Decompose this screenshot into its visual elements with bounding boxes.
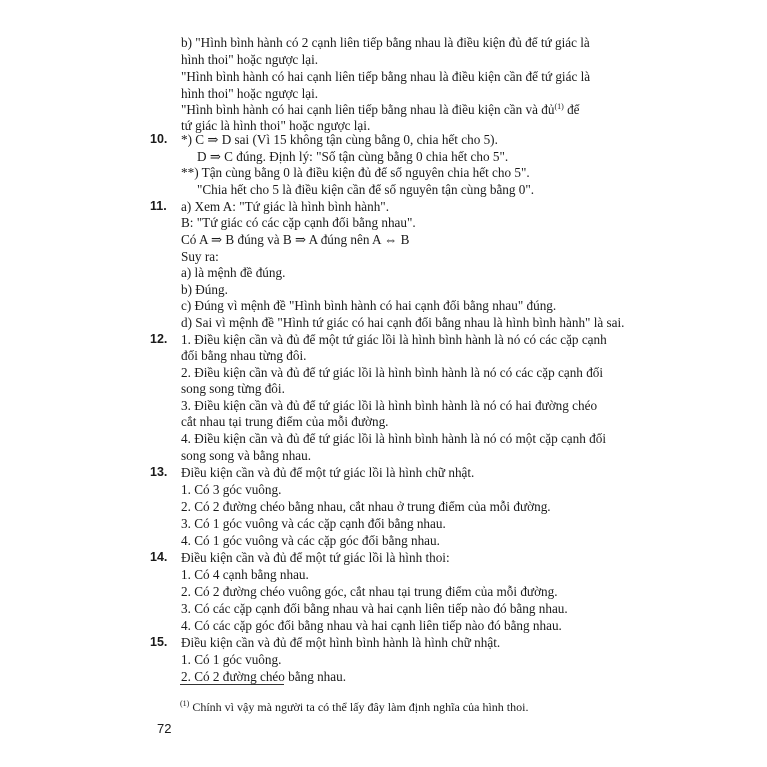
text-line: 3. Có các cặp cạnh đối bằng nhau và hai cạnh liên tiếp nào đó bằng nhau. [181,601,568,616]
text-line: D ⇒ C đúng. Định lý: "Số tận cùng bằng 0 chia hết cho 5". [197,149,509,164]
text-line: c) Đúng vì mệnh đề "Hình bình hành có hai cạnh đối bằng nhau" đúng. [181,298,557,313]
text-segment: để [563,102,580,117]
text-line: Suy ra: [181,249,219,264]
text-line: 3. Có 1 góc vuông và các cặp cạnh đối bằng nhau. [181,516,446,531]
text-line: "Hình bình hành có hai cạnh liên tiếp bằng nhau là điều kiện cần để tứ giác là [181,69,591,84]
text-line: 2. Có 2 đường chéo bằng nhau, cắt nhau ở trung điểm của mỗi đường. [181,499,551,514]
footnote [180,700,528,713]
text-line: "Chia hết cho 5 là điều kiện cần để số nguyên tận cùng bằng 0". [197,182,535,197]
text-line: 2. Có 2 đường chéo vuông góc, cắt nhau tại trung điểm của mỗi đường. [181,584,558,599]
question-number: 14. [150,550,168,564]
text-line: *) C ⇒ D sai (Vì 15 không tận cùng bằng 0, chia hết cho 5). [181,132,498,147]
page-number: 72 [157,721,172,736]
question-number: 13. [150,465,168,479]
text-line: a) là mệnh đề đúng. [181,265,286,280]
text-line: 1. Có 3 góc vuông. [181,482,282,497]
question-number: 15. [150,635,168,649]
text-line: song song và bằng nhau. [181,448,312,463]
text-line: d) Sai vì mệnh đề "Hình tứ giác có hai cạnh đối bằng nhau là hình bình hành" là sai. [181,315,625,330]
text-line: 2. Có 2 đường chéo bằng nhau. [181,669,347,684]
text-line: 4. Có các cặp góc đối bằng nhau và hai cạnh liên tiếp nào đó bằng nhau. [181,618,562,633]
question-number: 10. [150,132,168,146]
text-line: hình thoi" hoặc ngược lại. [181,86,319,101]
text-line: cắt nhau tại trung điểm của mỗi đường. [181,414,389,429]
text-line: 1. Điều kiện cần và đủ để một tứ giác lồi là hình bình hành là nó có các cặp cạnh [181,332,607,347]
text-line: Điều kiện cần và đủ để một tứ giác lồi là hình thoi: [181,550,450,565]
text-line: đối bằng nhau từng đôi. [181,348,307,363]
text-line [181,103,580,116]
text-line: Điều kiện cần và đủ để một hình bình hành là hình chữ nhật. [181,635,501,650]
text-line: **) Tận cùng bằng 0 là điều kiện đủ để số nguyên chia hết cho 5". [181,165,530,180]
question-number: 11. [150,199,167,213]
text-line: hình thoi" hoặc ngược lại. [181,52,319,67]
text-line: 1. Có 4 cạnh bằng nhau. [181,567,309,582]
text-line: 4. Điều kiện cần và đủ để tứ giác lồi là hình bình hành là nó có một cặp cạnh đối [181,431,607,446]
text-line: b) "Hình bình hành có 2 cạnh liên tiếp bằng nhau là điều kiện đủ để tứ giác là [181,35,590,50]
text-line: 4. Có 1 góc vuông và các cặp góc đối bằng nhau. [181,533,440,548]
text-line: a) Xem A: "Tứ giác là hình bình hành". [181,199,389,214]
text-line: 1. Có 1 góc vuông. [181,652,282,667]
text-line: song song từng đôi. [181,381,285,396]
text-line: 2. Điều kiện cần và đủ để tứ giác lồi là hình bình hành là nó có các cặp cạnh đối [181,365,604,380]
text-line: Điều kiện cần và đủ để một tứ giác lồi là hình chữ nhật. [181,465,475,480]
text-segment: "Hình bình hành có hai cạnh liên tiếp bằng nhau là điều kiện cần và đủ [181,102,555,117]
text-line: tứ giác là hình thoi" hoặc ngược lại. [181,118,371,133]
question-number: 12. [150,332,168,346]
footnote-reference: (1) [554,102,564,111]
text-line: B: "Tứ giác có các cặp cạnh đối bằng nhau". [181,215,416,230]
text-line: 3. Điều kiện cần và đủ để tứ giác lồi là hình bình hành là nó có hai đường chéo [181,398,598,413]
footnote-divider [180,684,284,685]
footnote-marker: (1) [180,699,190,708]
text-line: b) Đúng. [181,282,228,297]
footnote-text: Chính vì vậy mà người ta có thể lấy đây làm định nghĩa của hình thoi. [189,700,529,714]
text-line: Có A ⇒ B đúng và B ⇒ A đúng nên A ⇔ B [181,232,410,247]
